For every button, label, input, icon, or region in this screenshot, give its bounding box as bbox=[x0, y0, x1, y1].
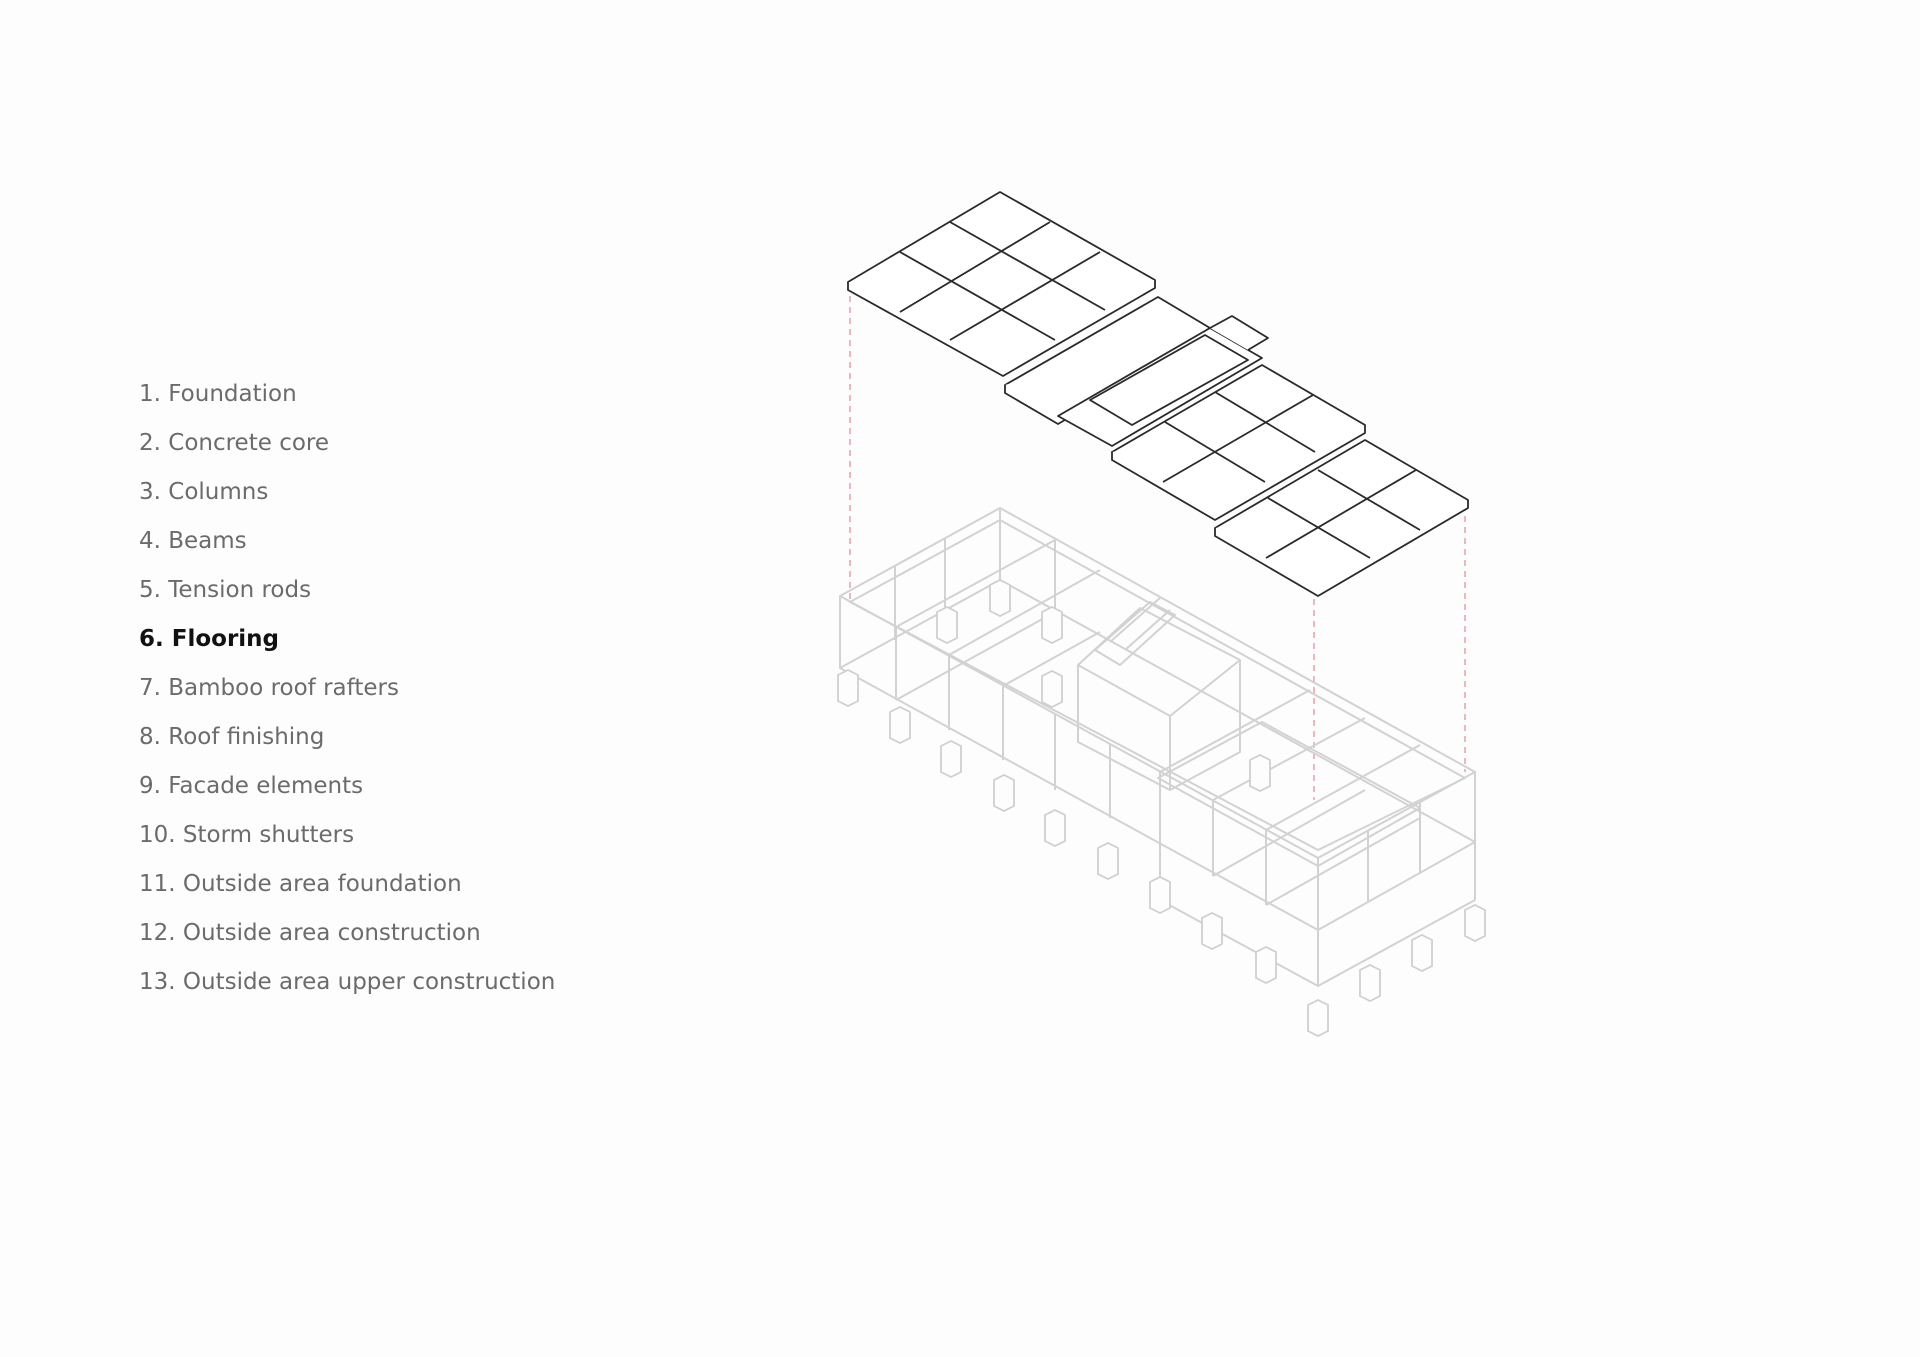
legend-item-storm-shutters: 10. Storm shutters bbox=[139, 822, 355, 848]
legend-item-outside-area-upper-construction: 13. Outside area upper construction bbox=[139, 969, 556, 995]
legend-item-outside-area-construction: 12. Outside area construction bbox=[139, 920, 481, 946]
legend-item-columns: 3. Columns bbox=[139, 479, 269, 505]
legend-item-roof-finishing: 8. Roof finishing bbox=[139, 724, 325, 750]
legend-item-beams: 4. Beams bbox=[139, 528, 247, 554]
legend-item-foundation: 1. Foundation bbox=[139, 381, 297, 407]
legend-item-concrete-core: 2. Concrete core bbox=[139, 430, 330, 456]
legend-item-tension-rods: 5. Tension rods bbox=[139, 577, 312, 603]
legend-item-facade-elements: 9. Facade elements bbox=[139, 773, 364, 799]
structure-frame bbox=[840, 508, 1475, 986]
legend-item-flooring: 6. Flooring bbox=[139, 626, 280, 652]
floor-panels bbox=[848, 192, 1468, 596]
legend-item-bamboo-roof-rafters: 7. Bamboo roof rafters bbox=[139, 675, 399, 701]
legend-item-outside-area-foundation: 11. Outside area foundation bbox=[139, 871, 462, 897]
